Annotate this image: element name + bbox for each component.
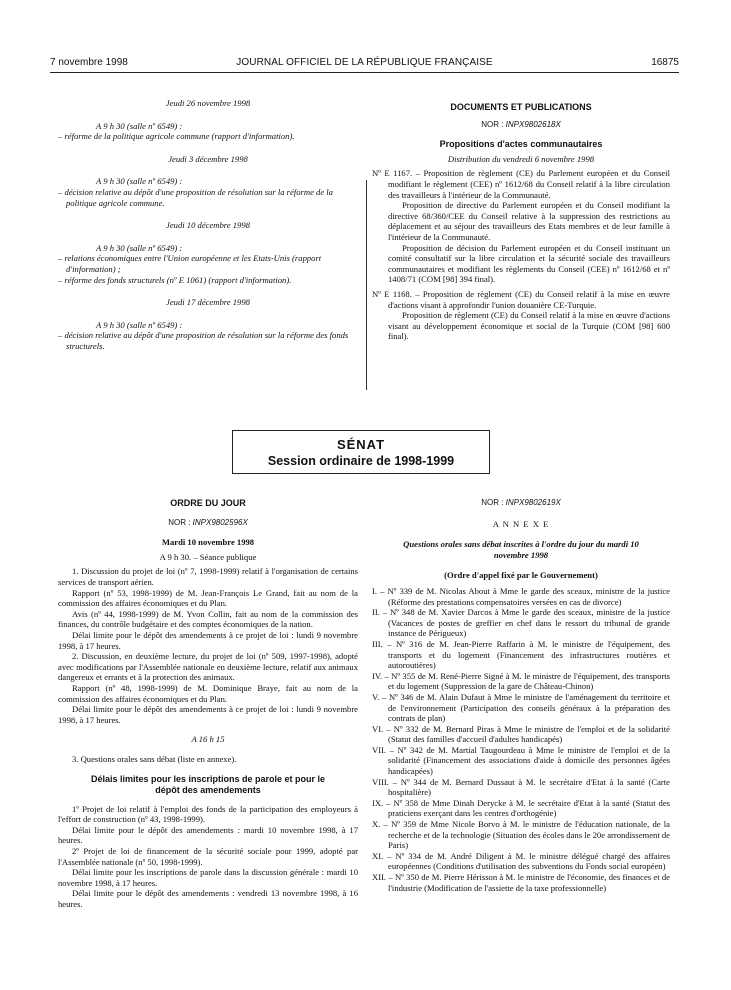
question-item: VIII. – Nº 344 de M. Bernard Dussaut à M. le secrétaire d'Etat à la santé (Carte hospitalière)	[372, 776, 670, 798]
schedule-date: Jeudi 3 décembre 1998	[168, 153, 248, 164]
annexe-title: A N N E X E	[492, 518, 550, 529]
odj-paragraph: 3. Questions orales sans débat (liste en annexe).	[72, 753, 237, 764]
question-item: I. – Nº 339 de M. Nicolas About à Mme le garde des sceaux, ministre de la justice (Réforme des prestations compensatoires versées en cas de divorce)	[372, 585, 670, 607]
nor-code: INPX9802619X	[505, 498, 561, 507]
nor-label: NOR :	[168, 517, 191, 527]
senat-banner	[232, 430, 490, 474]
change-bar	[366, 180, 367, 330]
delais-title: Délais limites pour les inscriptions de parole et pour le dépôt des amendements	[90, 774, 326, 796]
question-item: IV. – Nº 355 de M. René-Pierre Signé à M. le ministre de l'équipement, des transports et du logement (Suppression de la gare de Château-Chinon)	[372, 670, 670, 692]
nor-code: INPX9802618X	[505, 119, 561, 129]
documents-title: DOCUMENTS ET PUBLICATIONS	[450, 102, 592, 112]
header-date: 7 novembre 1998	[50, 57, 128, 68]
schedule-time: A 9 h 30 (salle nº 6549) :	[96, 120, 183, 131]
schedule-block	[58, 297, 358, 351]
annexe-subtitle: Questions orales sans débat inscrites à l'ordre du jour du mardi 10 novembre 1998	[403, 539, 639, 560]
delais-paragraph: 1º Projet de loi relatif à l'emploi des fonds de la participation des employeurs à l'effort de construction (nº 43, 1998-1999).	[58, 803, 358, 825]
schedule-block	[58, 154, 358, 208]
odj-paragraph: Avis (nº 44, 1998-1999) de M. Yvon Collin, fait au nom de la commission des finances, du contrôle budgétaire et des comptes économiques de la nation.	[58, 608, 358, 630]
schedule-date: Jeudi 26 novembre 1998	[165, 98, 251, 108]
odj-day: Mardi 10 novembre 1998	[161, 537, 255, 548]
odj-paragraph: 1. Discussion du projet de loi (nº 7, 1998-1999) relatif à l'organisation de certains services de transport aérien.	[58, 566, 358, 587]
e1167-entry: Nº E 1167. – Proposition de règlement (CE) du Parlement européen et du Conseil modifiant le règlement (CEE) nº 1612/68 du Conseil relatif à la libre circulation des travailleurs à l'intérieur de la Communauté.	[372, 168, 670, 200]
documents-column	[372, 102, 670, 342]
annexe-nor	[372, 498, 670, 509]
e1167-paragraph: Proposition de directive du Parlement européen et du Conseil modifiant la directive 68/360/CEE du Conseil relative à la suppression des restrictions au déplacement et au séjour des travailleurs des Etats membres et de leur famille à l'intérieur de la Communauté.	[388, 200, 670, 242]
annexe-column	[372, 498, 670, 893]
schedule-date: Jeudi 10 décembre 1998	[166, 220, 250, 231]
odj-title: ORDRE DU JOUR	[170, 498, 246, 508]
e1168-entry: Nº E 1168. – Proposition de règlement (CE) du Conseil relatif à la mise en œuvre d'actions visant à approfondir l'union douanière CE-Turquie.	[372, 288, 670, 310]
distribution-date: Distribution du vendredi 6 novembre 1998	[447, 153, 595, 164]
odj-paragraph: Délai limite pour le dépôt des amendements à ce projet de loi : lundi 9 novembre 1998, à 17 heures.	[58, 629, 358, 651]
odj-paragraph: 2. Discussion, en deuxième lecture, du projet de loi (nº 509, 1997-1998), adopté avec modifications par l'Assemblée nationale en deuxième lecture, relatif aux animaux dangereux et errants et à la protection des animaux.	[58, 651, 358, 683]
odj-paragraph: Rapport (nº 48, 1998-1999) de M. Dominique Braye, fait au nom de la commission des affaires économiques et du Plan.	[58, 682, 358, 704]
odj-nor	[58, 518, 358, 529]
page-header	[50, 57, 679, 71]
documents-nor	[372, 120, 670, 131]
odj-time: A 16 h 15	[191, 734, 225, 745]
schedule-time: A 9 h 30 (salle nº 6549) :	[96, 242, 183, 253]
question-item: VI. – Nº 332 de M. Bernard Piras à Mme le ministre de l'emploi et de la solidarité (Statut des familles d'accueil d'adultes handicapés)	[372, 723, 670, 745]
question-item: II. – Nº 348 de M. Xavier Darcos à Mme le garde des sceaux, ministre de la justice (Vacances de postes de greffier en chef dans le ressort du tribunal de grande instance de Périgueux)	[372, 607, 670, 639]
schedule-item: – réforme de la politique agricole commune (rapport d'information).	[58, 131, 295, 142]
question-item: III. – Nº 316 de M. Jean-Pierre Raffarin à M. le ministre de l'équipement, des transports et du logement (Financement des infrastructures routières et autoroutières)	[372, 638, 670, 671]
header-journal-title: JOURNAL OFFICIEL DE LA RÉPUBLIQUE FRANÇAISE	[236, 57, 493, 68]
odj-paragraph: Rapport (nº 53, 1998-1999) de M. Jean-François Le Grand, fait au nom de la commission des affaires économiques et du Plan.	[58, 587, 358, 609]
e1167-paragraph: Proposition de décision du Parlement européen et du Conseil instituant un comité consultatif sur la libre circulation et la sécurité sociale des travailleurs communautaires et modifiant les règlements du Conseil (CEE) nº 1612/68 et nº 1408/71 (COM [98] 394 final).	[388, 242, 670, 285]
question-item: V. – Nº 346 de M. Alain Dufaut à Mme le ministre de l'aménagement du territoire et de l'environnement (Participation des conseils généraux à la préparation des contrats de plan)	[372, 691, 670, 724]
schedule-item: – décision relative au dépôt d'une proposition de résolution sur la réforme des fonds structurels.	[58, 330, 349, 351]
schedule-time: A 9 h 30 (salle nº 6549) :	[96, 319, 183, 330]
annexe-order: (Ordre d'appel fixé par le Gouvernement)	[444, 570, 598, 581]
header-rule	[50, 72, 679, 73]
question-item: XII. – Nº 350 de M. Pierre Hérisson à M. le ministre de l'économie, des finances et de l'industrie (Modification de l'assiette de la taxe professionnelle)	[372, 872, 670, 893]
nor-label: NOR :	[481, 498, 504, 507]
senat-title: SÉNAT	[336, 437, 386, 452]
nor-label: NOR :	[481, 119, 504, 129]
senat-subtitle: Session ordinaire de 1998-1999	[267, 454, 455, 468]
question-item: X. – Nº 359 de Mme Nicole Borvo à M. le ministre de l'éducation nationale, de la recherche et de la technologie (Situation des écoles dans le 20e arrondissement de Paris)	[372, 819, 670, 851]
question-item: IX. – Nº 358 de Mme Dinah Derycke à M. le secrétaire d'Etat à la santé (Statut des praticiens exerçant dans les centres d'orthogénie)	[372, 797, 670, 819]
odj-paragraph: Délai limite pour le dépôt des amendements à ce projet de loi : lundi 9 novembre 1998, à 17 heures.	[58, 704, 358, 725]
schedule-block	[58, 220, 358, 285]
schedule-item: – décision relative au dépôt d'une proposition de résolution sur la réforme de la politique agricole commune.	[58, 186, 333, 208]
question-item: XI. – Nº 334 de M. André Diligent à M. le ministre délégué chargé des affaires européennes (Conditions d'utilisation des subventions du Fonds social européen)	[372, 850, 670, 872]
schedule-block	[58, 98, 358, 142]
change-bar	[366, 330, 367, 390]
nor-code: INPX9802596X	[192, 517, 248, 527]
ordre-du-jour-column	[58, 498, 358, 910]
e1168-paragraph: Proposition de règlement (CE) du Conseil relatif à la mise en œuvre d'actions visant au développement économique et social de la Turquie (COM [98] 600 final).	[388, 310, 670, 342]
schedule-item: – réforme des fonds structurels (nº E 1061) (rapport d'information).	[58, 274, 292, 285]
delais-paragraph: 2º Projet de loi de financement de la sécurité sociale pour 1999, adopté par l'Assemblée nationale (nº 50, 1998-1999).	[58, 846, 358, 867]
delais-paragraph: Délai limite pour les inscriptions de parole dans la discussion générale : mardi 10 novembre 1998, à 17 heures.	[58, 867, 358, 888]
documents-subtitle: Propositions d'actes communautaires	[439, 139, 603, 150]
schedule-column	[58, 98, 358, 352]
delais-paragraph: Délai limite pour le dépôt des amendements : mardi 10 novembre 1998, à 17 heures.	[58, 824, 358, 846]
question-item: VII. – Nº 342 de M. Martial Taugourdeau à Mme le ministre de l'emploi et de la solidarité (Financement des associations d'aide à domicile des personnes âgées handicapées)	[372, 744, 670, 777]
odj-time: A 9 h 30. – Séance publique	[159, 551, 257, 562]
delais-paragraph: Délai limite pour le dépôt des amendements : vendredi 13 novembre 1998, à 16 heures.	[58, 888, 358, 909]
schedule-item: – relations économiques entre l'Union européenne et les Etats-Unis (rapport d'information) ;	[58, 253, 322, 274]
header-page-number: 16875	[651, 57, 679, 68]
question-list	[372, 586, 670, 893]
schedule-date: Jeudi 17 décembre 1998	[166, 297, 250, 308]
schedule-time: A 9 h 30 (salle nº 6549) :	[96, 176, 183, 187]
